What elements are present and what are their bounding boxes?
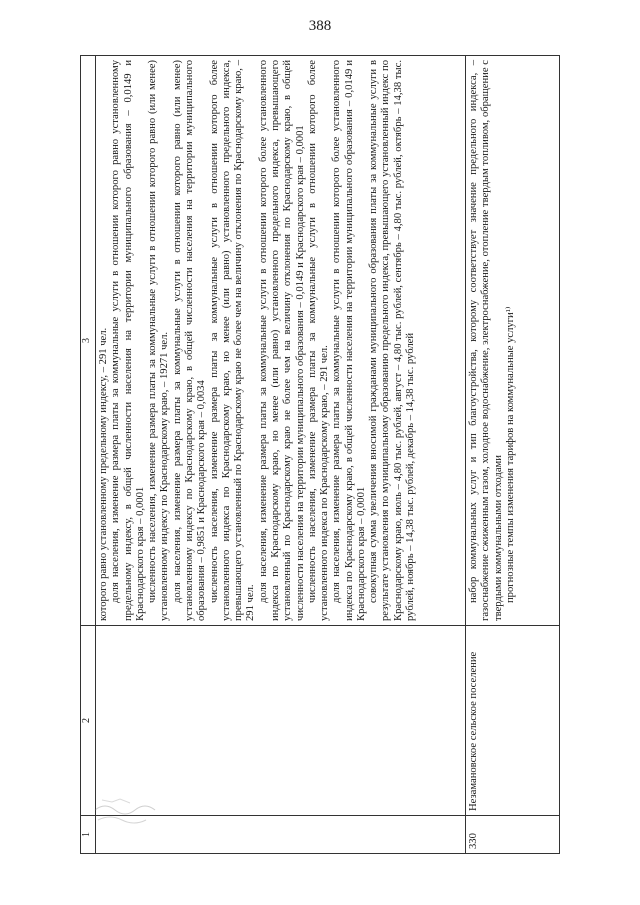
table-row-continuation [96, 56, 466, 854]
description-paragraph: доля населения, изменение размера платы за коммунальные услуги в отношении которого более установленного индекса по Краснодарскому краю, в общей численности населения на территории муниципального образования – 0,0149 и Краснодарского края – 0,0001 [331, 60, 367, 621]
description-paragraph: численность населения, изменение размера платы за коммунальные услуги в отношении которого равно (или менее) установленному индексу по Краснодарскому краю, – 19271 чел. [147, 60, 171, 621]
page-number: 388 [308, 18, 332, 34]
header-col-1: 1 [81, 816, 96, 854]
description-paragraph: доля населения, изменение размера платы за коммунальные услуги в отношении которого более установленного индекса по Краснодарскому краю, но менее (или равно) установленного предельного индекса, превышающего установленный по Краснодарскому краю не более чем на величину отклонения по Краснодарскому краю, в общей численности населения на территории муниципального образования – 0,0149 и Краснодарского края – 0,0001 [257, 60, 306, 621]
description-paragraph: доля населения, изменение размера платы за коммунальные услуги в отношении которого равно (или менее) установленному индексу по Краснодарскому краю, в общей численности населения на территории муниципального образования – 0,9851 и Краснодарского края – 0,0034 [171, 60, 208, 621]
rotated-table [80, 56, 560, 854]
row-number-cell [96, 816, 466, 854]
description-paragraph: набор коммунальных услуг и тип благоустройства, которому соответствует значение предельного индекса, – газоснабжение сжиженным газом, холодное водоснабжение, электроснабжение, отопление твердым топливом, обращение с твердыми коммунальными отходами [468, 60, 504, 621]
row-number-cell: 330 [466, 816, 560, 854]
header-col-3: 3 [81, 56, 96, 626]
rotated-table-container [80, 56, 560, 854]
description-paragraph: совокупная сумма увеличения вносимой гражданами муниципального образования платы за коммунальные услуги в результате установления по муниципальному образованию предельного индекса, превышающего установленный индекс по Краснодарскому краю, июль – 4,80 тыс. рублей, август – 4,80 тыс. рублей, сентябрь – 4,80 тыс. рублей, октябрь – 14,38 тыс. рублей, ноябрь – 14,38 тыс. рублей, декабрь – 14,38 тыс. рублей [368, 60, 417, 621]
settlement-name-cell: Незамановское сельское поселение [466, 626, 560, 816]
description-paragraph: прогнозные темпы изменения тарифов на коммунальные услуги¹⁾ [504, 306, 516, 603]
description-cell [466, 56, 560, 626]
description-paragraph: численность населения, изменение размера платы за коммунальные услуги в отношении которого более установленного индекса по Краснодарскому краю, но менее (или равно) установленного предельного индекса, превышающего установленный по Краснодарскому краю не более чем на величину отклонения по Краснодарскому краю, – 291 чел. [208, 60, 257, 621]
description-paragraph: которого равно установленному предельному индексу, – 291 чел. [98, 327, 109, 621]
table-row-330 [466, 56, 560, 854]
description-paragraph: численность населения, изменение размера платы за коммунальные услуги в отношении которого более установленного индекса по Краснодарскому краю, – 291 чел. [306, 60, 331, 621]
table-header-row [81, 56, 96, 854]
settlement-name-cell [96, 626, 466, 816]
description-cell [96, 56, 466, 626]
description-paragraph: доля населения, изменение размера платы за коммунальные услуги в отношении которого равно установленному предельному индексу, в общей численности населения на территории муниципального образования – 0,0149 и Краснодарского края – 0,0001 [110, 60, 146, 621]
header-col-2: 2 [81, 626, 96, 816]
data-table [80, 55, 560, 854]
